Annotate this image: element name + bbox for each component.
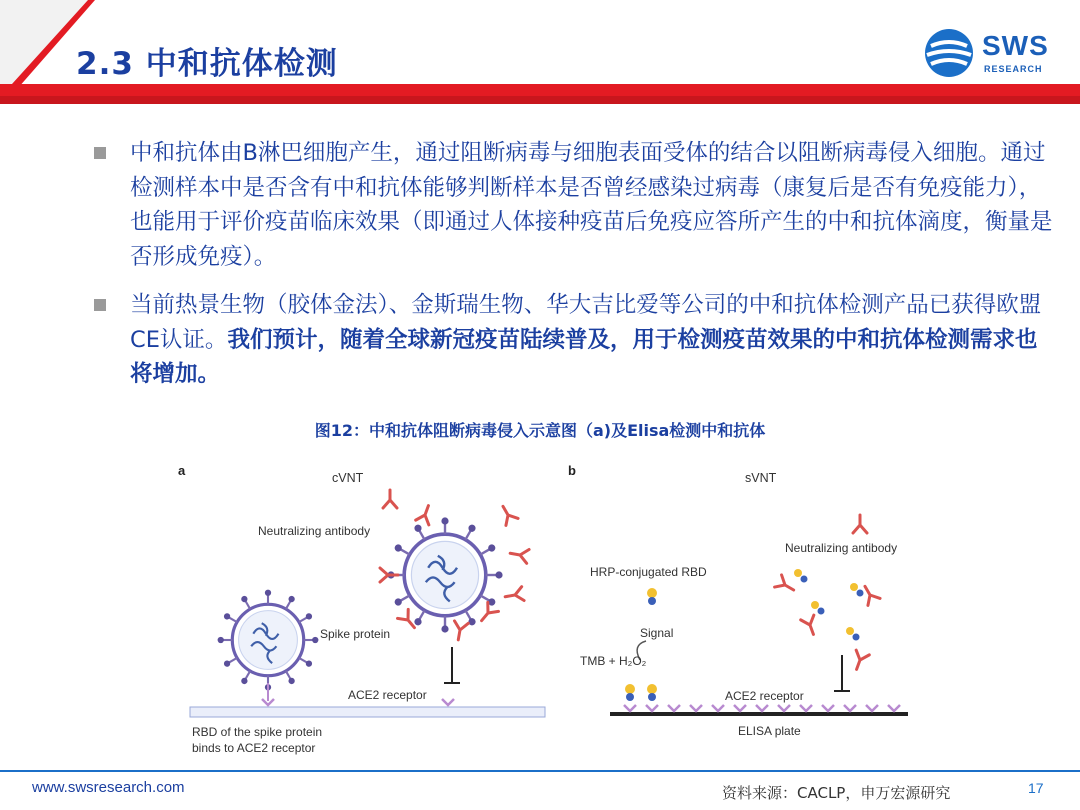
page-title: 2.3 中和抗体检测 xyxy=(76,46,338,82)
panel-b-neutralizing-label: Neutralizing antibody xyxy=(785,541,898,555)
bullet-item-2 xyxy=(92,288,1057,392)
panel-b-signal-label: Signal xyxy=(640,626,674,640)
elisa-plate xyxy=(610,712,908,716)
globe-icon xyxy=(922,26,978,82)
sws-logo xyxy=(922,26,1062,82)
footer-url: www.swsresearch.com xyxy=(32,779,185,796)
panel-a-ace2-label: ACE2 receptor xyxy=(348,688,427,702)
figure-diagram xyxy=(170,455,920,765)
logo-text: SWS xyxy=(982,30,1049,61)
figure-title: 图12：中和抗体阻断病毒侵入示意图（a)及Elisa检测中和抗体 xyxy=(314,421,766,440)
antibodies-panel-b xyxy=(775,515,880,672)
bullet-text-2: 当前热景生物（胶体金法）、金斯瑞生物、华大吉比爱等公司的中和抗体检测产品已获得欧盟CE认证。 xyxy=(130,292,1042,353)
bullet-square-icon xyxy=(94,299,106,311)
panel-b-hrp-label: HRP-conjugated RBD xyxy=(590,565,707,579)
plate-receptors xyxy=(624,705,900,711)
panel-b-letter: b xyxy=(568,463,576,478)
panel-a-heading: cVNT xyxy=(332,471,364,485)
bullet-text-1: 中和抗体由B淋巴细胞产生，通过阻断病毒与细胞表面受体的结合以阻断病毒侵入细胞。通过检测样本中是否含有中和抗体能够判断样本是否曾经感染过病毒（康复后是否有免疫能力），也能用于评价疫苗临床效果（即通过人体接种疫苗后免疫应答所产生的中和抗体滴度，衡量是否形成免疫）。 xyxy=(130,140,1053,270)
footer-source: 资料来源：CACLP，申万宏源研究 xyxy=(722,784,951,802)
panel-b-heading: sVNT xyxy=(745,471,777,485)
cell-membrane xyxy=(190,707,545,717)
virus-left xyxy=(218,590,319,691)
panel-a-rbd-label-1: RBD of the spike protein xyxy=(192,725,323,739)
page-number: 17 xyxy=(1028,780,1044,796)
hrp-rbd-molecules xyxy=(625,588,657,701)
panel-a-spike-label: Spike protein xyxy=(320,627,391,641)
panel-b-ace2-label: ACE2 receptor xyxy=(725,689,804,703)
bullet-list xyxy=(92,136,1057,406)
logo-subtext: RESEARCH xyxy=(984,64,1043,74)
panel-a-neutralizing-label: Neutralizing antibody xyxy=(258,524,371,538)
bullet-item-1 xyxy=(92,136,1057,274)
bullet-bold-text-2: 我们预计，随着全球新冠疫苗陆续普及，用于检测疫苗效果的中和抗体检测需求也将增加。 xyxy=(130,326,1038,387)
panel-a-letter: a xyxy=(178,463,186,478)
panel-b-tmb-label: TMB + H₂O₂ xyxy=(580,654,647,668)
diagram-svg xyxy=(170,455,920,765)
bullet-square-icon xyxy=(94,147,106,159)
panel-a-rbd-label-2: binds to ACE2 receptor xyxy=(192,741,316,755)
footer-divider xyxy=(0,770,1080,772)
panel-b-plate-label: ELISA plate xyxy=(738,724,801,738)
